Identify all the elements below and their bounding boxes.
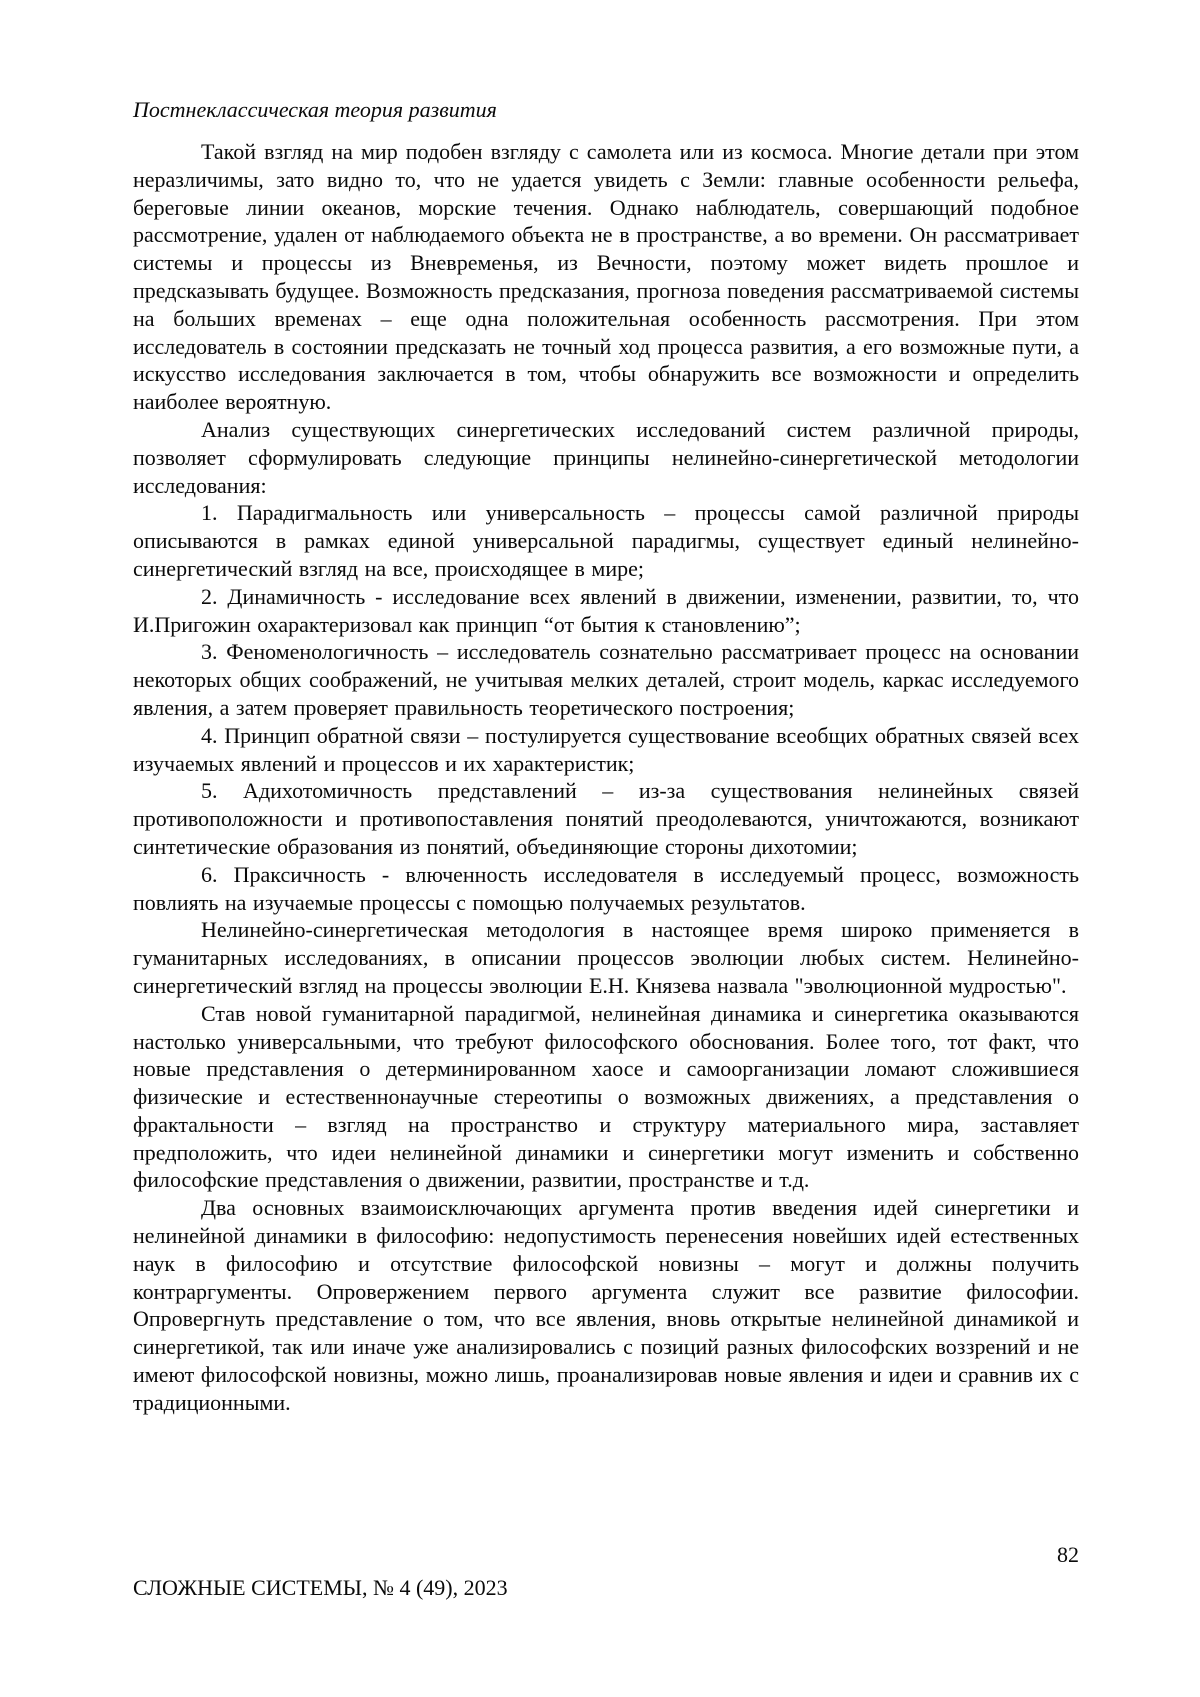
paragraph-methodology-use: Нелинейно-синергетическая методология в настоящее время широко применяется в гуманитарных исследованиях, в описании процессов эволюции любых систем. Нелинейно-синергетический взгляд на процессы эволюции Е.Н. Князева назвала "эволюционной мудростью". — [133, 917, 1079, 998]
journal-footer: СЛОЖНЫЕ СИСТЕМЫ, № 4 (49), 2023 — [133, 1575, 508, 1600]
principle-item-2: 2. Динамичность - исследование всех явлений в движении, изменении, развитии, то, что И.Пригожин охарактеризовал как принцип “от бытия к становлению”; — [133, 583, 1079, 637]
paragraph-arguments: Два основных взаимоисключающих аргумента против введения идей синергетики и нелинейной динамики в философию: недопустимость перенесения новейших идей естественных наук в философию и отсутствие философской новизны – могут и должны получить контраргументы. Опровержением первого аргумента служит все развитие философии. Опровергнуть представление о том, что все явления, вновь открытые нелинейной динамикой и синергетикой, так или иначе уже анализировались с позиций разных философских воззрений и не имеют философской новизны, можно лишь, проанализировав новые явления и идеи и сравнив их с традиционными. — [133, 1195, 1079, 1415]
paragraph-overview: Такой взгляд на мир подобен взгляду с самолета или из космоса. Многие детали при этом неразличимы, зато видно то, что не удается увидеть с Земли: главные особенности рельефа, береговые линии океанов, морские течения. Однако наблюдатель, совершающий подобное рассмотрение, удален от наблюдаемого объекта не в пространстве, а во времени. Он рассматривает системы и процессы из Вневременья, из Вечности, поэтому может видеть прошлое и предсказывать будущее. Возможность предсказания, прогноза поведения рассматриваемой системы на больших временах – еще одна положительная особенность рассмотрения. При этом исследователь в состоянии предсказать не точный ход процесса развития, а его возможные пути, а искусство исследования заключается в том, чтобы обнаружить все возможности и определить наиболее вероятную. — [133, 139, 1079, 415]
page-number: 82 — [1057, 1542, 1079, 1567]
principle-item-5: 5. Адихотомичность представлений – из-за существования нелинейных связей противоположности и противопоставления понятий преодолеваются, уничтожаются, возникают синтетические образования из понятий, объединяющие стороны дихотомии; — [133, 778, 1079, 859]
principle-item-1: 1. Парадигмальность или универсальность – процессы самой различной природы описываются в рамках единой универсальной парадигмы, существует единый нелинейно-синергетический взгляд на все, происходящее в мире; — [133, 500, 1079, 581]
principle-item-6: 6. Праксичность - влюченность исследователя в исследуемый процесс, возможность повлиять на изучаемые процессы с помощью получаемых результатов. — [133, 861, 1079, 915]
principle-item-4: 4. Принцип обратной связи – постулируется существование всеобщих обратных связей всех изучаемых явлений и процессов и их характеристик; — [133, 722, 1079, 776]
paragraph-paradigm: Став новой гуманитарной парадигмой, нелинейная динамика и синергетика оказываются настолько универсальными, что требуют философского обоснования. Более того, тот факт, что новые представления о детерминированном хаосе и самоорганизации ломают сложившиеся физические и естественнонаучные стереотипы о возможных движениях, а представления о фрактальности – взгляд на пространство и структуру материального мира, заставляет предположить, что идеи нелинейной динамики и синергетики могут изменить и собственно философские представления о движении, развитии, пространстве и т.д. — [133, 1000, 1079, 1193]
paragraph-analysis-intro: Анализ существующих синергетических исследований систем различной природы, позволяет сформулировать следующие принципы нелинейно-синергетической методологии исследования: — [133, 416, 1079, 498]
article-body — [133, 138, 1079, 1417]
running-title: Постнеклассическая теория развития — [133, 97, 497, 122]
principle-item-3: 3. Феноменологичность – исследователь сознательно рассматривает процесс на основании некоторых общих соображений, не учитывая мелких деталей, строит модель, каркас исследуемого явления, а затем проверяет правильность теоретического построения; — [133, 639, 1079, 720]
